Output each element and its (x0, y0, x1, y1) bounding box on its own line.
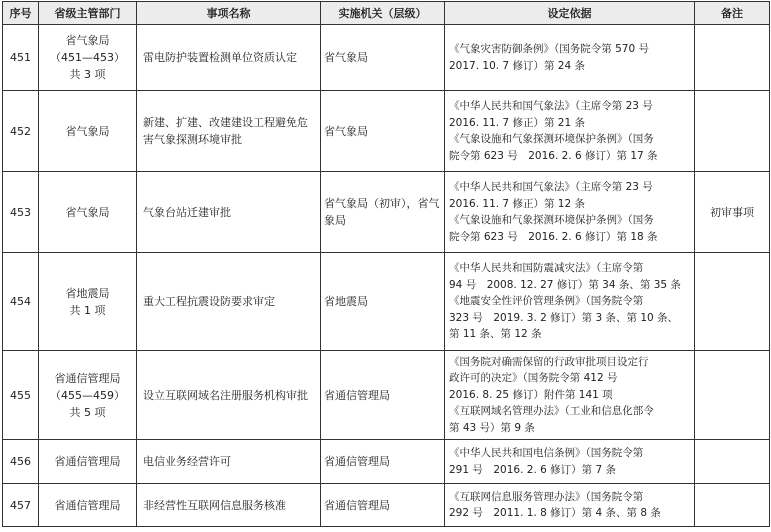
legal-basis-line: 院令第 623 号 2016. 2. 6 修订）第 17 条 (449, 149, 658, 162)
legal-basis-line: 《中华人民共和国气象法》（主席令第 23 号 (449, 181, 653, 193)
header-item-name: 事项名称 (137, 2, 321, 25)
serial-number-cell: 453 (3, 172, 39, 253)
serial-number-cell: 456 (3, 440, 39, 484)
table-row (3, 351, 770, 440)
department-line: 省通信管理局 (54, 371, 121, 385)
header-remarks: 备注 (695, 2, 770, 25)
serial-number-cell: 451 (3, 25, 39, 91)
department-line: （455—459） (50, 388, 125, 402)
agency-cell: 省通信管理局 (321, 440, 445, 484)
department-cell (39, 172, 137, 253)
table-row (3, 172, 770, 253)
legal-basis-line: 323 号 2019. 3. 2 修订）第 3 条、第 10 条、 (449, 311, 679, 324)
table-row (3, 91, 770, 172)
legal-basis-line: 292 号 2011. 1. 8 修订）第 4 条、第 8 条 (449, 507, 661, 519)
agency-cell: 省通信管理局 (321, 351, 445, 440)
table-row (3, 484, 770, 527)
department-line: 共 3 项 (69, 68, 106, 81)
item-name-cell: 气象台站迁建审批 (137, 172, 321, 253)
item-name-cell: 非经营性互联网信息服务核准 (137, 484, 321, 527)
legal-basis-cell (445, 253, 695, 351)
legal-basis-line: 《中华人民共和国防震减灾法》（主席令第 (449, 262, 644, 275)
item-name-cell: 新建、扩建、改建建设工程避免危害气象探测环境审批 (137, 91, 321, 172)
remarks-cell (695, 440, 770, 484)
department-line: 共 5 项 (69, 405, 106, 419)
legal-basis-line: 政许可的决定》（国务院令第 412 号 (449, 372, 618, 385)
department-cell (39, 25, 137, 91)
legal-basis-cell (445, 25, 695, 91)
department-line: 共 1 项 (69, 303, 106, 317)
legal-basis-line: 第 11 条、第 12 条 (449, 328, 542, 341)
agency-cell: 省气象局（初审），省气象局 (321, 172, 445, 253)
header-serial-number: 序号 (3, 2, 39, 25)
department-cell (39, 484, 137, 527)
legal-basis-line: 《中华人民共和国电信条例》（国务院令第 (449, 447, 644, 459)
header-agency: 实施机关（层级） (321, 2, 445, 25)
legal-basis-line: 2016. 11. 7 修正）第 12 条 (449, 197, 585, 210)
table-row (3, 253, 770, 351)
legal-basis-line: 第 43 号）第 9 条 (449, 421, 535, 434)
agency-cell: 省地震局 (321, 253, 445, 351)
serial-number-cell: 452 (3, 91, 39, 172)
legal-basis-cell (445, 440, 695, 484)
legal-basis-line: 2017. 10. 7 修订）第 24 条 (449, 59, 585, 72)
department-line: 省地震局 (65, 286, 110, 300)
department-cell (39, 253, 137, 351)
legal-basis-line: 《气象设施和气象探测环境保护条例》（国务 (449, 214, 654, 226)
item-name-cell: 设立互联网域名注册服务机构审批 (137, 351, 321, 440)
remarks-cell (695, 484, 770, 527)
legal-basis-line: 《国务院对确需保留的行政审批项目设定行 (449, 355, 649, 368)
table-row (3, 440, 770, 484)
department-line: 省气象局 (65, 34, 110, 47)
department-line: 省气象局 (65, 124, 110, 138)
department-cell (39, 351, 137, 440)
legal-basis-line: 《中华人民共和国气象法》（主席令第 23 号 (449, 100, 653, 112)
remarks-cell (695, 25, 770, 91)
header-department: 省级主管部门 (39, 2, 137, 25)
legal-basis-line: 291 号 2016. 2. 6 修订）第 7 条 (449, 463, 617, 476)
item-name-cell: 电信业务经营许可 (137, 440, 321, 484)
legal-basis-line: 2016. 11. 7 修正）第 21 条 (449, 116, 585, 129)
legal-basis-line: 《地震安全性评价管理条例》（国务院令第 (449, 295, 644, 308)
legal-basis-line: 《互联网信息服务管理办法》（国务院令第 (449, 490, 644, 503)
legal-basis-line: 《互联网域名管理办法》（工业和信息化部令 (449, 405, 654, 418)
legal-basis-cell (445, 91, 695, 172)
agency-cell: 省通信管理局 (321, 484, 445, 527)
legal-basis-line: 2016. 8. 25 修订）附件第 141 项 (449, 388, 613, 401)
header-row (3, 2, 770, 25)
legal-basis-line: 院令第 623 号 2016. 2. 6 修订）第 18 条 (449, 230, 658, 243)
serial-number-cell: 455 (3, 351, 39, 440)
department-cell (39, 91, 137, 172)
remarks-cell (695, 253, 770, 351)
legal-basis-cell (445, 172, 695, 253)
legal-basis-line: 94 号 2008. 12. 27 修订）第 34 条、第 35 条 (449, 278, 681, 291)
legal-basis-cell (445, 351, 695, 440)
serial-number-cell: 457 (3, 484, 39, 527)
department-line: 省通信管理局 (54, 498, 121, 512)
remarks-cell (695, 91, 770, 172)
department-line: （451—453） (50, 51, 125, 64)
approval-items-table (2, 1, 770, 527)
agency-cell: 省气象局 (321, 91, 445, 172)
header-legal-basis: 设定依据 (445, 2, 695, 25)
legal-basis-cell (445, 484, 695, 527)
department-line: 省通信管理局 (54, 455, 121, 468)
department-cell (39, 440, 137, 484)
item-name-cell: 重大工程抗震设防要求审定 (137, 253, 321, 351)
legal-basis-line: 《气象灾害防御条例》（国务院令第 570 号 (449, 43, 649, 55)
remarks-cell (695, 351, 770, 440)
serial-number-cell: 454 (3, 253, 39, 351)
agency-cell: 省气象局 (321, 25, 445, 91)
item-name-cell: 雷电防护装置检测单位资质认定 (137, 25, 321, 91)
remarks-cell: 初审事项 (695, 172, 770, 253)
table-row (3, 25, 770, 91)
legal-basis-line: 《气象设施和气象探测环境保护条例》（国务 (449, 133, 654, 145)
department-line: 省气象局 (65, 205, 110, 219)
